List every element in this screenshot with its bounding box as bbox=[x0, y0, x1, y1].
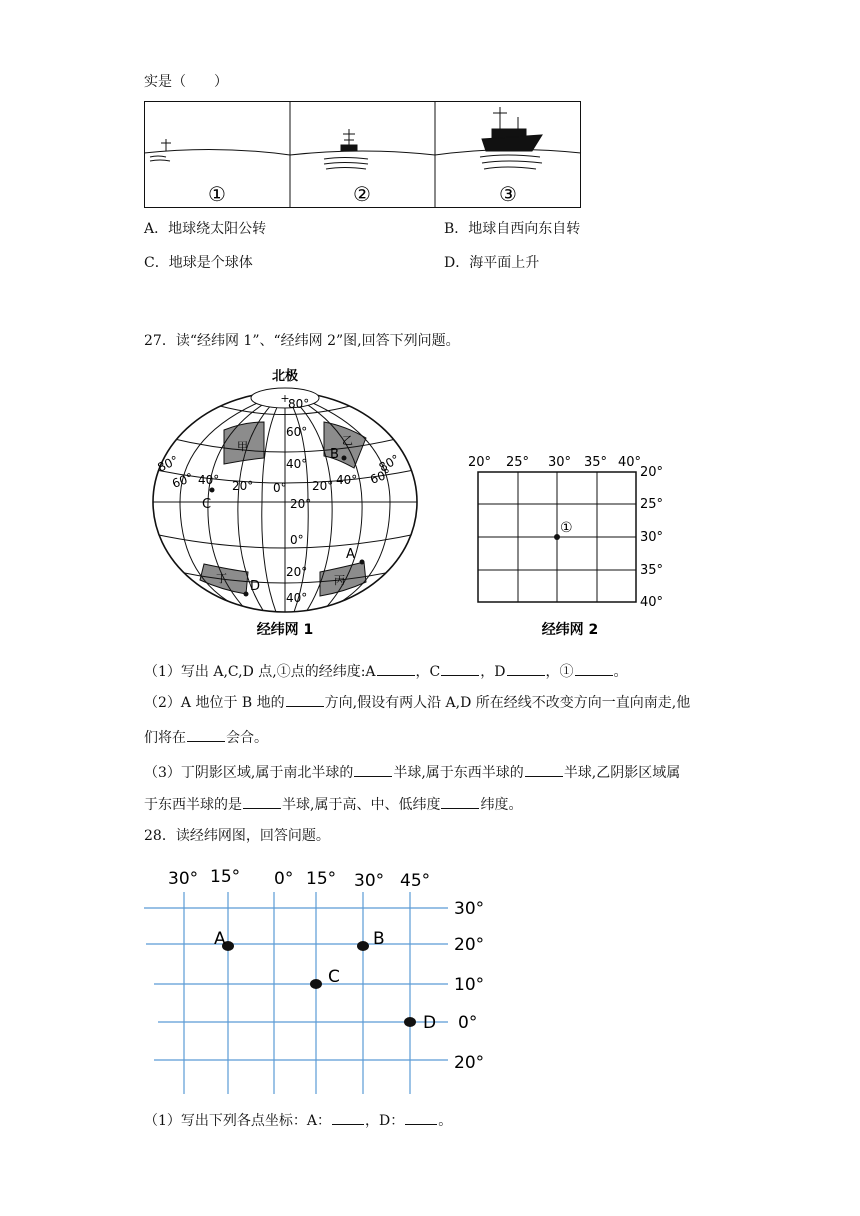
text: 。 bbox=[613, 664, 628, 680]
text: （1）写出下列各点坐标：A： bbox=[144, 1113, 332, 1129]
q28-stem: 28．读经纬网图，回答问题。 bbox=[144, 828, 330, 844]
lat-label: 40° bbox=[286, 457, 308, 471]
grid2-right-label: 25° bbox=[640, 497, 664, 512]
q28-top-label: 15° bbox=[306, 869, 337, 889]
panel-label-2: ② bbox=[353, 182, 371, 206]
option-letter: A． bbox=[144, 221, 169, 237]
q27-sub2-line2 bbox=[144, 727, 268, 748]
lon-label-left: 60° bbox=[170, 470, 196, 491]
q26-stem-tail: 实是（ ） bbox=[144, 74, 228, 90]
grid2-top-label: 40° bbox=[618, 455, 642, 470]
center-lon-label: 0° bbox=[273, 481, 287, 495]
region-label-jia: 甲 bbox=[237, 440, 248, 453]
globe-caption: 经纬网 1 bbox=[256, 622, 314, 638]
option-letter: C． bbox=[144, 255, 169, 271]
panel-label-3: ③ bbox=[499, 182, 517, 206]
text: （2）A 地位于 B 地的 bbox=[144, 695, 285, 711]
globe-graticule-figure bbox=[140, 368, 440, 638]
option-c bbox=[144, 253, 253, 273]
answer-blank[interactable] bbox=[441, 794, 479, 809]
lon-label-left: 20° bbox=[232, 479, 254, 493]
point-a-dot bbox=[360, 560, 365, 565]
text: 会合。 bbox=[226, 730, 268, 746]
lon-label-right: 60° bbox=[368, 466, 394, 487]
q28-sub1 bbox=[144, 1110, 452, 1131]
lon-label-left: 80° bbox=[155, 453, 181, 475]
lon-label-right: 20° bbox=[312, 479, 334, 493]
text: 们将在 bbox=[144, 730, 186, 746]
grid2-right-label: 20° bbox=[640, 465, 664, 480]
option-b bbox=[444, 219, 580, 239]
answer-blank[interactable] bbox=[575, 661, 613, 676]
answer-blank[interactable] bbox=[525, 762, 563, 777]
answer-blank[interactable] bbox=[441, 661, 479, 676]
grid-2-figure bbox=[464, 452, 704, 638]
answer-blank[interactable] bbox=[187, 727, 225, 742]
region-label-yi: 乙 bbox=[342, 434, 353, 447]
region-label-ding: 丁 bbox=[216, 572, 227, 585]
q28-point-b-dot bbox=[357, 941, 369, 951]
q28-point-c-dot bbox=[310, 979, 322, 989]
q28-top-label: 30° bbox=[354, 871, 385, 891]
answer-blank[interactable] bbox=[243, 794, 281, 809]
option-a bbox=[144, 219, 266, 239]
point-b-dot bbox=[342, 456, 347, 461]
q28-point-label-c: C bbox=[328, 967, 340, 987]
option-text: 地球是个球体 bbox=[168, 255, 253, 271]
pole-plus-icon: + bbox=[280, 392, 290, 405]
text: 纬度。 bbox=[480, 797, 523, 813]
q28-right-label: 20° bbox=[454, 1053, 485, 1073]
ship-partial-icon bbox=[324, 129, 368, 169]
q28-top-label: 0° bbox=[274, 869, 294, 889]
option-letter: B． bbox=[444, 221, 469, 237]
q28-right-label: 10° bbox=[454, 975, 485, 995]
text: ，D bbox=[480, 664, 506, 680]
grid2-top-label: 25° bbox=[506, 455, 530, 470]
answer-blank[interactable] bbox=[405, 1110, 437, 1125]
q28-point-label-b: B bbox=[373, 929, 385, 949]
grid2-point-label: ① bbox=[560, 520, 573, 536]
lat-label: 60° bbox=[286, 425, 308, 439]
q27-sub3-line1 bbox=[144, 762, 680, 783]
text: 半球,乙阴影区域属 bbox=[563, 765, 681, 781]
q28-right-label: 30° bbox=[454, 899, 485, 919]
lon-label-right: 40° bbox=[336, 473, 358, 487]
point-c-dot bbox=[210, 488, 215, 493]
q28-right-label: 20° bbox=[454, 935, 485, 955]
q28-top-label: 45° bbox=[400, 871, 431, 891]
text: ，① bbox=[545, 664, 574, 680]
q28-point-d-dot bbox=[404, 1017, 416, 1027]
option-d bbox=[444, 253, 539, 273]
point-label-c: C bbox=[202, 497, 212, 512]
option-letter: D． bbox=[444, 255, 470, 271]
q27-stem: 27．读“经纬网 1”、“经纬网 2”图,回答下列问题。 bbox=[144, 333, 460, 349]
option-text: 地球绕太阳公转 bbox=[168, 221, 267, 237]
q27-sub3-line2 bbox=[144, 794, 522, 815]
grid2-top-label: 30° bbox=[548, 455, 572, 470]
answer-blank[interactable] bbox=[332, 1110, 364, 1125]
point-label-d: D bbox=[250, 579, 261, 594]
text: 。 bbox=[438, 1113, 453, 1129]
q26-ship-figure bbox=[144, 101, 584, 211]
text: 于东西半球的是 bbox=[144, 797, 242, 813]
lat-label: 20° bbox=[290, 497, 312, 511]
text: ，D： bbox=[365, 1113, 405, 1129]
lon-label-right: 80° bbox=[376, 451, 402, 475]
text: 半球,属于东西半球的 bbox=[393, 765, 524, 781]
option-text: 地球自西向东自转 bbox=[468, 221, 581, 237]
ship-mast-icon bbox=[150, 139, 171, 161]
grid2-right-label: 35° bbox=[640, 563, 664, 578]
q28-top-label: 30° bbox=[168, 869, 199, 889]
point-d-dot bbox=[244, 592, 249, 597]
answer-blank[interactable] bbox=[507, 661, 545, 676]
ship-whole-icon bbox=[480, 107, 542, 169]
grid2-right-label: 40° bbox=[640, 595, 664, 610]
q28-point-label-d: D bbox=[423, 1013, 437, 1033]
grid2-top-label: 20° bbox=[468, 455, 492, 470]
answer-blank[interactable] bbox=[377, 661, 415, 676]
grid2-caption: 经纬网 2 bbox=[541, 622, 599, 638]
answer-blank[interactable] bbox=[354, 762, 392, 777]
lat-label: 0° bbox=[290, 533, 304, 547]
pole-label: 北极 bbox=[271, 369, 299, 384]
text: （1）写出 A,C,D 点,①点的经纬度:A bbox=[144, 664, 376, 680]
text: （3）丁阴影区域,属于南北半球的 bbox=[144, 765, 354, 781]
q27-sub1 bbox=[144, 661, 628, 682]
text: ，C bbox=[415, 664, 441, 680]
lat-label: 80° bbox=[288, 397, 310, 411]
q27-sub2-line1 bbox=[144, 692, 690, 713]
grid2-right-label: 30° bbox=[640, 530, 664, 545]
text: 方向,假设有两人沿 A,D 所在经线不改变方向一直向南走,他 bbox=[324, 695, 691, 711]
q28-right-label: 0° bbox=[458, 1013, 478, 1033]
grid2-top-label: 35° bbox=[584, 455, 608, 470]
text: 半球,属于高、中、低纬度 bbox=[282, 797, 441, 813]
lat-label: 20° bbox=[286, 565, 308, 579]
q28-point-label-a: A bbox=[214, 929, 226, 949]
q28-top-label: 15° bbox=[210, 867, 241, 887]
answer-blank[interactable] bbox=[286, 692, 324, 707]
region-label-bing: 丙 bbox=[334, 574, 345, 587]
lon-label-left: 40° bbox=[198, 473, 220, 487]
q28-grid-figure bbox=[140, 862, 500, 1102]
panel-label-1: ① bbox=[208, 182, 226, 206]
point-label-a: A bbox=[346, 547, 355, 562]
lat-label: 40° bbox=[286, 591, 308, 605]
point-label-b: B bbox=[330, 447, 339, 462]
option-text: 海平面上升 bbox=[469, 255, 540, 271]
